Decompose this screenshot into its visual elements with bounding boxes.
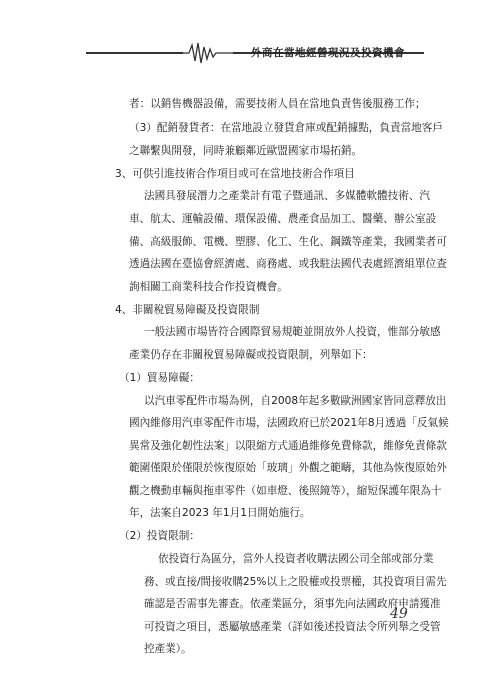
body-line: 可投資之項目，悉屬敏感產業（詳如後述投資法令所列舉之受管 — [144, 621, 441, 633]
body-line: 務、或直接/間接收購25%以上之股權或投票權，其投資項目需先 — [144, 576, 447, 588]
body-line: 一般法國市場皆符合國際貿易規範並開放外人投資，惟部分敏感 — [144, 326, 441, 338]
body-line: 透過法國在臺協會經濟處、商務處、或我駐法國代表處經濟組單位查 — [129, 258, 447, 270]
page-number: 49 — [390, 606, 408, 622]
page-header — [0, 0, 480, 60]
section-heading: 3、可供引進技術合作項目或可在當地技術合作項目 — [115, 168, 355, 180]
subsection-heading: （2）投資限制： — [119, 530, 200, 542]
body-line: 觀之機動車輛與拖車零件（如車燈、後照鏡等），縮短保護年限為十 — [129, 485, 442, 497]
body-line: 異常及強化韌性法案」以限縮方式通過維修免費條款，維修免責條款 — [129, 440, 447, 452]
body-line: 依投資行為區分，當外人投資者收購法國公司全部或部分業 — [158, 553, 434, 565]
section-heading: 4、非關稅貿易障礙及投資限制 — [115, 304, 260, 316]
body-line: （3）配銷發貨者：在當地設立發貨倉庫或配銷據點，負責當地客戶 — [129, 122, 443, 134]
body-line: 法國具發展潛力之產業計有電子暨通訊、多媒體軟體技術、汽 — [144, 190, 431, 202]
body-line: 備、高級服飾、電機、塑膠、化工、生化、鋼鐵等產業，我國業者可 — [129, 236, 447, 248]
body-line: 車、航太、運輸設備、環保設備、農產食品加工、醫藥、辦公室設 — [129, 213, 437, 225]
body-line: 者：以銷售機器設備，需要技術人員在當地負責售後服務工作； — [129, 98, 426, 110]
body-line: 國內維修用汽車零配件市場，法國政府已於2021年8月透過「反氣候 — [129, 417, 449, 429]
body-line: 年，法案自2023 年1月1日開始施行。 — [129, 507, 311, 519]
body-line: 控產業）。 — [144, 643, 192, 655]
heartbeat-wave-icon — [183, 40, 233, 66]
subsection-heading: （1）貿易障礙： — [119, 372, 200, 384]
body-line: 確認是否需事先審查。依產業區分，須事先向法國政府申請獲准 — [144, 598, 441, 610]
body-line: 詢相關工商業科技合作投資機會。 — [129, 281, 288, 293]
body-line: 產業仍存在非關稅貿易障礙或投資限制，列舉如下： — [129, 349, 373, 361]
body-line: 範圍僅限於僅限於恢復原始「玻璃」外觀之範疇，其他為恢復原始外 — [129, 462, 447, 474]
body-line: 之聯繫與開發，同時兼顧鄰近歐盟國家市場拓銷。 — [129, 145, 363, 157]
body-line: 以汽車零配件市場為例，自2008年起多數歐洲國家皆同意釋放出 — [144, 395, 447, 407]
header-title: 外商在當地經營現況及投資機會 — [251, 47, 405, 59]
